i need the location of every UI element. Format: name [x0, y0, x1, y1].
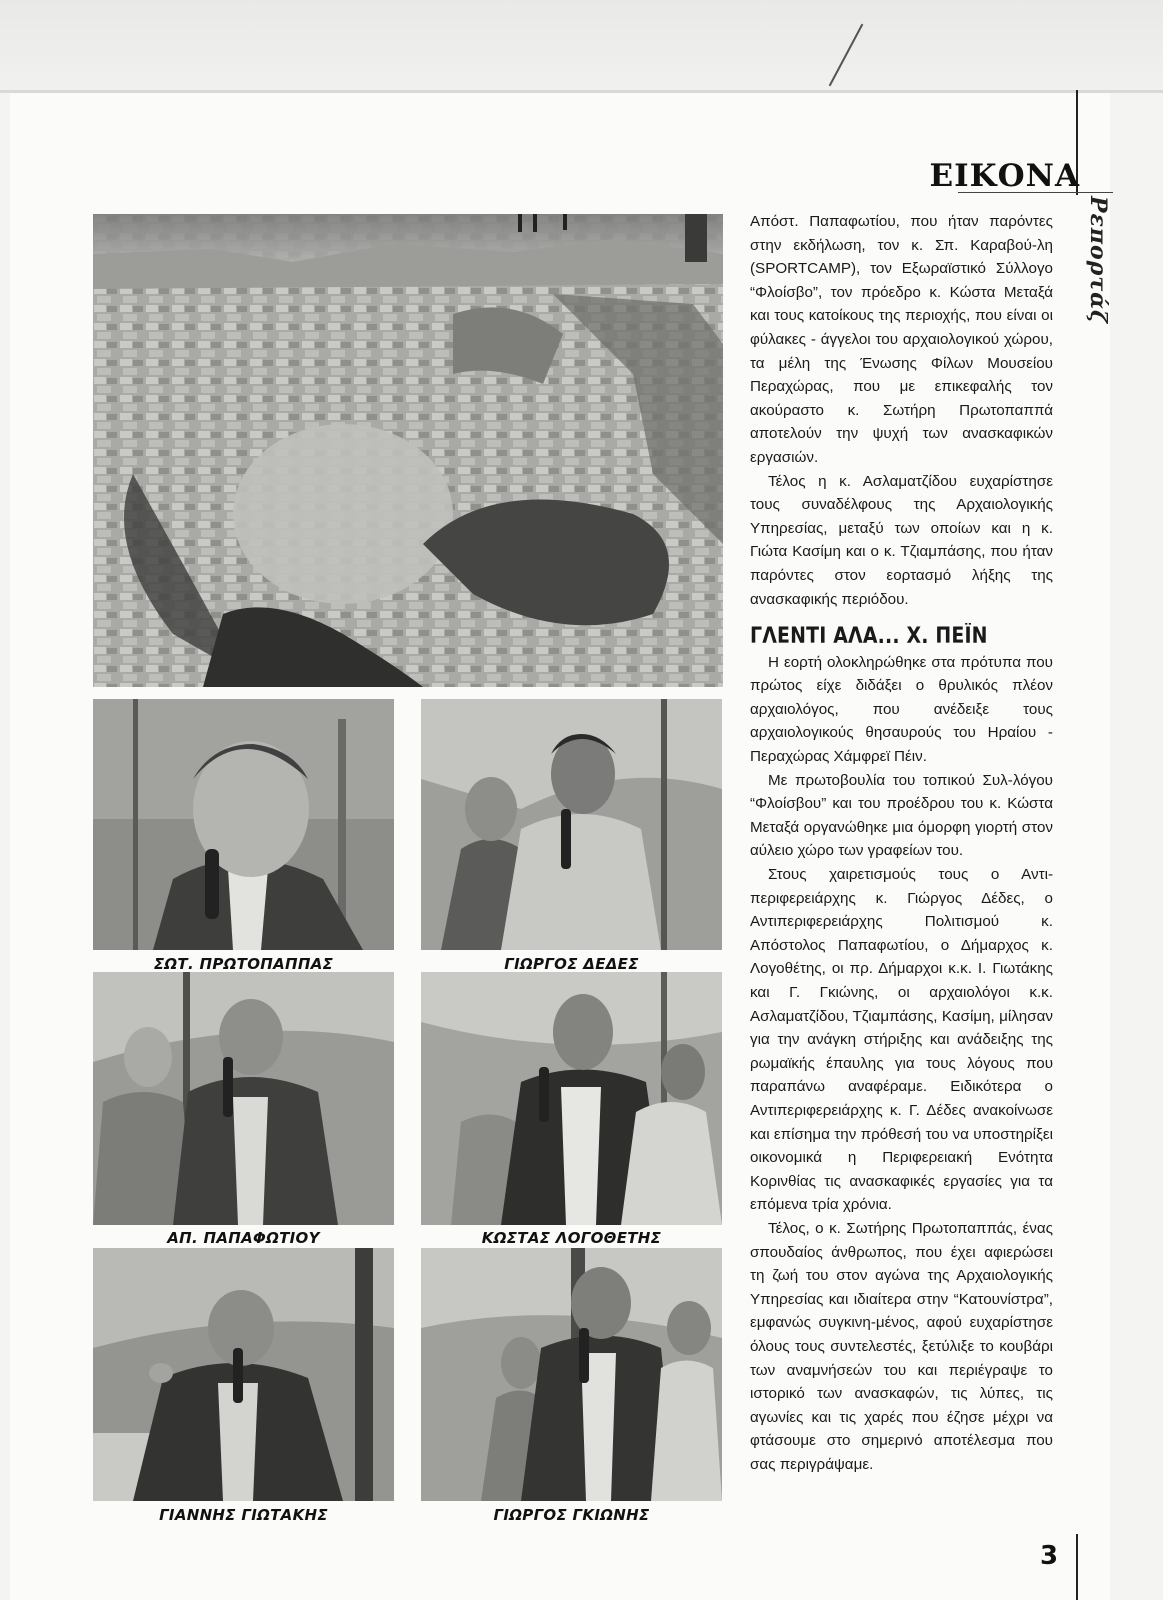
photo-caption-6: ΓΙΩΡΓΟΣ ΓΚΙΩΝΗΣ [493, 1506, 650, 1524]
portrait-photo-6 [421, 1248, 722, 1501]
article-paragraph: Τέλος η κ. Ασλαματζίδου ευχαρίστησε τους συναδέλφους της Αρχαιολογικής Υπηρεσίας, μεταξύ των οποίων και η κ. Γιώτα Κασίμη και ο κ. Τζιαμπάσης, που ήταν παρόντες στον εορτασμό λήξης της ανασκαφικής περιόδου. [750, 472, 1053, 608]
photo-caption-5: ΓΙΑΝΝΗΣ ΓΙΩΤΑΚΗΣ [159, 1506, 328, 1524]
excavation-photo [93, 214, 723, 687]
article-subheading: ΓΛΕΝΤΙ ΑΛΑ... Χ. ΠΕΪΝ [750, 624, 988, 650]
photo-caption-4: ΚΩΣΤΑΣ ΛΟΓΟΘΕΤΗΣ [481, 1229, 662, 1247]
article-paragraph: Τέλος, ο κ. Σωτήρης Πρωτοπαππάς, ένας σπουδαίος άνθρωπος, που έχει αφιερώσει τη ζωή του στον αγώνα της Αρχαιολογικής Υπηρεσίας και ιδιαίτερα στην “Κατουνίστρα”, εμφανώς συγκινη-μένος, αφού ευχαρίστησε όλους τους συντελεστές, ξετύλιξε το κουβάρι των αναμνήσεών του και περιέγραψε το ιστορικό των ανασκαφών, τις λύπες, τις αγωνίες και τις χαρές που έζησε μέχρι να φτάσουμε στο σημερινό αποτέλεσμα που σας περιγράψαμε. [750, 1219, 1053, 1473]
portrait-photo-4 [421, 972, 722, 1225]
photo-caption-3: ΑΠ. ΠΑΠΑΦΩΤΙΟΥ [167, 1229, 320, 1247]
article-text-column [750, 210, 1053, 1476]
masthead-title: ΕΙΚΟΝΑ [929, 158, 1080, 194]
article-paragraph: Με πρωτοβουλία του τοπικού Συλ-λόγου “Φλοίσβου” και του προέδρου του κ. Κώστα Μεταξά οργανώθηκε μια όμορφη γιορτή στον αύλειο χώρο των γραφείων του. [750, 771, 1053, 860]
article-paragraph: Απόστ. Παπαφωτίου, που ήταν παρόντες στην εκδήλωση, τον κ. Σπ. Καραβού-λη (SPORTCAMP), τον Εξωραϊστικό Σύλλογο “Φλοίσβο”, τον πρόεδρο κ. Κώστα Μεταξά και τους κατοίκους της περιοχής, που είναι οι φύλακες - άγγελοι του αρχαιολογικού χώρου, τα μέλη της Ένωσης Φίλων Μουσείου Περαχώρας, που με επικεφαλής τον ακούραστο κ. Σωτήρη Πρωτοπαππά αποτελούν την ψυχή των ανασκαφικών εργασιών. [750, 213, 1053, 466]
portrait-photo-3 [93, 972, 394, 1225]
scan-background [0, 0, 1163, 92]
photo-caption-2: ΓΙΩΡΓΟΣ ΔΕΔΕΣ [504, 955, 639, 973]
portrait-photo-2 [421, 699, 722, 950]
section-tag: Ρεπορτάζ [1085, 196, 1111, 325]
article-paragraph: Στους χαιρετισμούς τους ο Αντι-περιφερειάρχης κ. Γιώργος Δέδες, ο Αντιπεριφερειάρχης Πολιτισμού κ. Απόστολος Παπαφωτίου, ο Δήμαρχος κ. Λογοθέτης, οι πρ. Δήμαρχοι κ.κ. Ι. Γιωτάκης και Γ. Γκιώνης, οι αρχαιολόγοι κ.κ. Ασλαματζίδου, Τζιαμπάσης, Κασίμη, μίλησαν για την ανάγκη στήριξης και ανάδειξης της ρωμαϊκής έπαυλης για τους λόγους που παραπάνω αναφέραμε. Ειδικότερα ο Αντιπεριφερειάρχης κ. Γ. Δέδες ανακοίνωσε και επίσημα την πρόθεσή του να υποστηρίξει οικονομικά η Περιφερειακή Ενότητα Κορινθίας τις ανασκαφικές εργασίες για τα επόμενα τρία χρόνια. [750, 866, 1053, 1214]
portrait-photo-1 [93, 699, 394, 950]
photo-caption-1: ΣΩΤ. ΠΡΩΤΟΠΑΠΠΑΣ [153, 955, 334, 973]
page-number: 3 [1040, 1541, 1059, 1571]
portrait-photo-5 [93, 1248, 394, 1501]
article-paragraph: Η εορτή ολοκληρώθηκε στα πρότυπα που πρώτος είχε διδάξει ο θρυλικός πλέον αρχαιολόγος, που ανέδειξε τους αρχαιολογικούς θησαυρούς του Ηραίου - Περαχώρας Χάμφρεϊ Πέιν. [750, 653, 1053, 766]
footer-vertical-rule [1076, 1534, 1078, 1600]
